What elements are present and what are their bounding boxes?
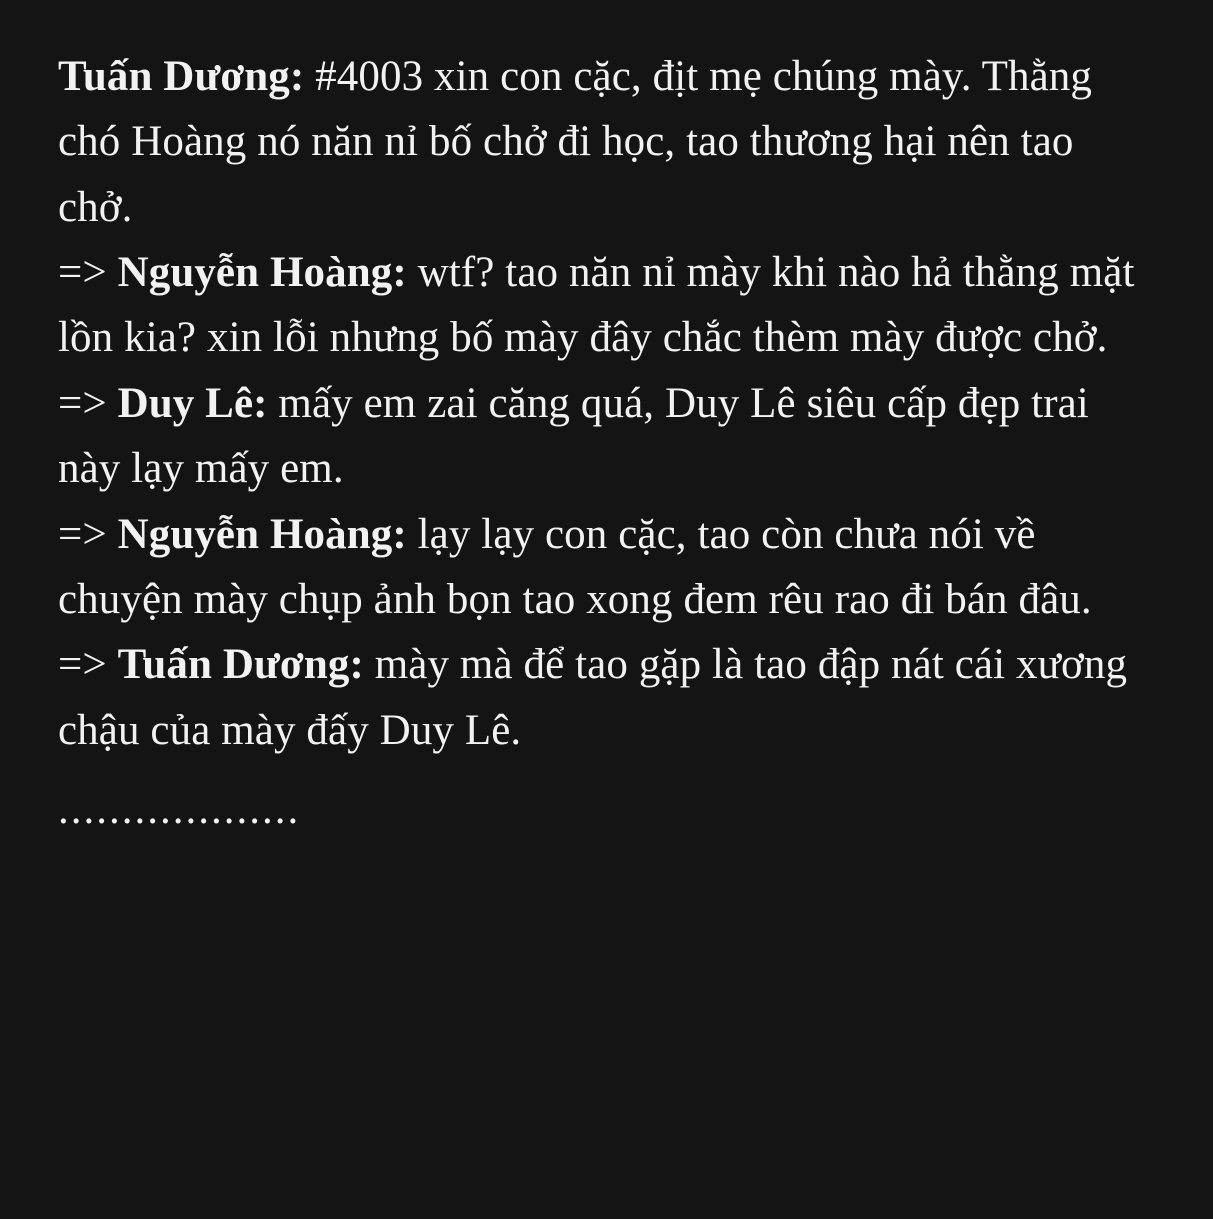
message-body: wtf? tao năn nỉ mày khi nào hả thằng mặt lồn kia? xin lỗi nhưng bố mày đây chắc thèm mày được chở. (58, 249, 1135, 362)
truncation-ellipsis: ................... (58, 785, 301, 833)
reply-arrow: => (58, 379, 118, 427)
message-speaker: Nguyễn Hoàng: (117, 510, 407, 558)
message-line (58, 502, 1153, 633)
message-body: mấy em zai căng quá, Duy Lê siêu cấp đẹp trai này lạy mấy em. (58, 379, 1089, 493)
conversation-text (58, 44, 1153, 842)
reply-arrow: => (58, 641, 118, 689)
reply-arrow: => (58, 249, 118, 297)
message-line (58, 371, 1153, 502)
message-line (58, 240, 1153, 371)
message-body: lạy lạy con cặc, tao còn chưa nói về chuyện mày chụp ảnh bọn tao xong đem rêu rao đi bán đâu. (58, 510, 1092, 623)
message-speaker: Tuấn Dương: (117, 641, 364, 689)
message-body: #4003 xin con cặc, địt mẹ chúng mày. Thằng chó Hoàng nó năn nỉ bố chở đi học, tao thương hại nên tao chở. (58, 53, 1092, 231)
message-body: mày mà để tao gặp là tao đập nát cái xương chậu của mày đấy Duy Lê. (58, 641, 1128, 754)
message-speaker: Duy Lê: (117, 379, 268, 427)
message-speaker: Nguyễn Hoàng: (117, 249, 407, 297)
message-line (58, 632, 1153, 763)
reply-arrow: => (58, 510, 118, 558)
message-speaker: Tuấn Dương: (58, 53, 305, 100)
message-line (58, 44, 1153, 240)
